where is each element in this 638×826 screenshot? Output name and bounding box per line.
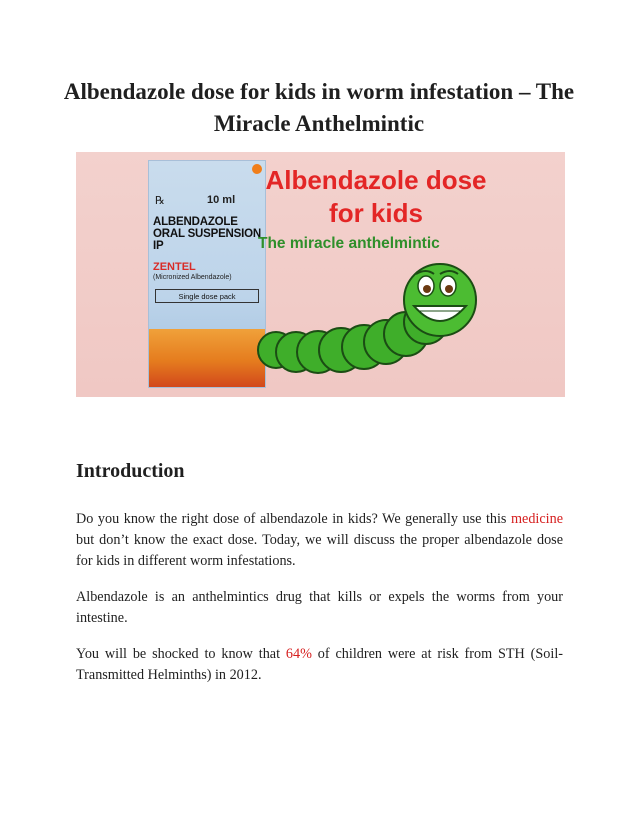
rx-symbol: ℞ (155, 195, 165, 207)
statistic-link[interactable]: 64% (285, 646, 312, 662)
hero-image (76, 152, 565, 397)
box-note: (Micronized Albendazole) (153, 274, 232, 281)
box-pack-label: Single dose pack (155, 289, 259, 303)
paragraph-text: of children were at risk from STH (Soil-Transmitted Helminths) in 2012. (76, 646, 563, 683)
paragraph-text: but don’t know the exact dose. Today, we will discuss the proper albendazole dose for kids in different worm infestations. (76, 532, 563, 569)
box-volume: 10 ml (207, 194, 236, 206)
medicine-box-image (148, 160, 266, 388)
hero-subheading: The miracle anthelmintic (258, 235, 440, 252)
worm-illustration-icon (254, 262, 484, 392)
medicine-link[interactable]: medicine (511, 511, 563, 527)
section-heading-introduction: Introduction (76, 460, 185, 482)
box-brand: ZENTEL (153, 261, 196, 273)
paragraph-text: You will be shocked to know that (76, 646, 286, 662)
box-product-name: ALBENDAZOLE ORAL SUSPENSION IP (153, 216, 261, 252)
page-title: Albendazole dose for kids in worm infestation – The Miracle Anthelmintic (63, 79, 575, 136)
intro-paragraph-2: Albendazole is an anthelmintics drug that kills or expels the worms from your intestine. (76, 589, 563, 626)
intro-paragraph-3 (76, 644, 563, 686)
paragraph-text: Do you know the right dose of albendazole in kids? We generally use this (76, 511, 511, 527)
box-color-band (149, 329, 265, 387)
hero-heading: Albendazole dose for kids (265, 165, 487, 228)
intro-paragraph-1 (76, 509, 563, 572)
